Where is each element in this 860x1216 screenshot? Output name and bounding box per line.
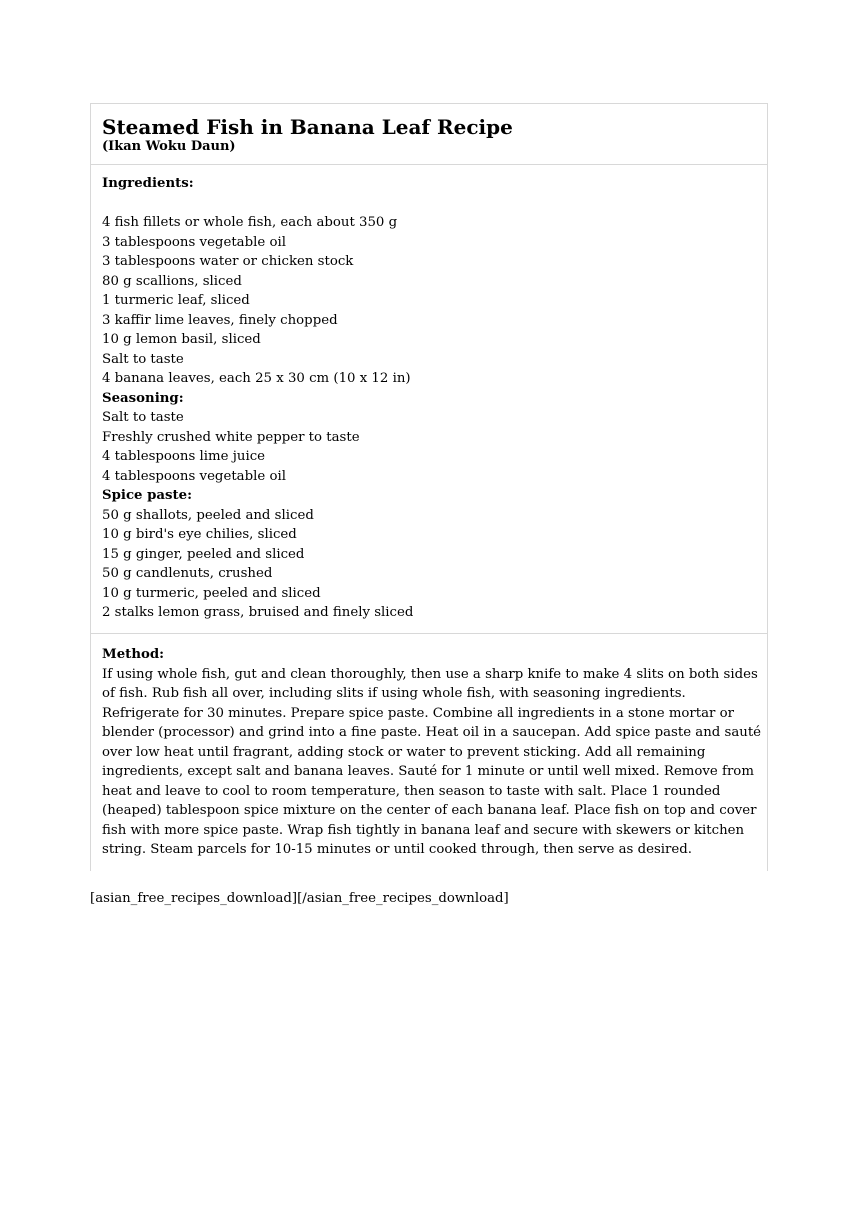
seasoning-item: Freshly crushed white pepper to taste bbox=[102, 429, 360, 445]
method-section bbox=[91, 634, 767, 871]
ingredient-item: 3 kaffir lime leaves, finely chopped bbox=[102, 312, 338, 328]
method-heading: Method: bbox=[102, 647, 165, 662]
ingredient-item: 1 turmeric leaf, sliced bbox=[102, 293, 250, 308]
ingredient-item: 3 tablespoons water or chicken stock bbox=[102, 254, 354, 269]
spacer bbox=[102, 194, 756, 214]
method-line: over low heat until fragrant, adding stock or water to prevent sticking. Add all remaining bbox=[102, 744, 706, 760]
method-line: string. Steam parcels for 10-15 minutes or until cooked through, then serve as desired. bbox=[102, 842, 693, 857]
ingredient-item: 10 g lemon basil, sliced bbox=[102, 332, 261, 347]
method-line: Refrigerate for 30 minutes. Prepare spice paste. Combine all ingredients in a stone mortar or bbox=[102, 705, 735, 721]
ingredients-heading: Ingredients: bbox=[102, 176, 194, 191]
seasoning-heading: Seasoning: bbox=[102, 390, 184, 406]
ingredients-section bbox=[91, 165, 767, 634]
seasoning-item: 4 tablespoons lime juice bbox=[102, 449, 266, 464]
spice-paste-item: 2 stalks lemon grass, bruised and finely sliced bbox=[102, 605, 414, 620]
download-shortcode: [asian_free_recipes_download][/asian_free_recipes_download] bbox=[90, 891, 509, 906]
method-line: of fish. Rub fish all over, including slits if using whole fish, with seasoning ingredients. bbox=[102, 686, 686, 701]
spice-paste-item: 50 g shallots, peeled and sliced bbox=[102, 507, 314, 523]
spice-paste-item: 10 g bird's eye chilies, sliced bbox=[102, 527, 297, 542]
ingredient-item: 4 fish fillets or whole fish, each about 350 g bbox=[102, 215, 398, 230]
recipe-subtitle: (Ikan Woku Daun) bbox=[102, 139, 236, 154]
method-line: (heaped) tablespoon spice mixture on the center of each banana leaf. Place fish on top and cover bbox=[102, 803, 757, 818]
spice-paste-item: 50 g candlenuts, crushed bbox=[102, 566, 273, 581]
seasoning-item: Salt to taste bbox=[102, 410, 184, 425]
recipe-card bbox=[90, 103, 768, 871]
method-line: heat and leave to cool to room temperature, then season to taste with salt. Place 1 rounded bbox=[102, 783, 721, 799]
seasoning-item: 4 tablespoons vegetable oil bbox=[102, 468, 286, 484]
ingredient-item: 3 tablespoons vegetable oil bbox=[102, 234, 286, 250]
spice-paste-item: 10 g turmeric, peeled and sliced bbox=[102, 585, 321, 601]
spice-paste-heading: Spice paste: bbox=[102, 488, 193, 503]
method-line: If using whole fish, gut and clean thoroughly, then use a sharp knife to make 4 slits on both sides bbox=[102, 666, 758, 682]
ingredient-item: Salt to taste bbox=[102, 351, 184, 367]
ingredient-item: 80 g scallions, sliced bbox=[102, 273, 242, 289]
ingredient-item: 4 banana leaves, each 25 x 30 cm (10 x 12 in) bbox=[102, 371, 411, 386]
method-line: ingredients, except salt and banana leaves. Sauté for 1 minute or until well mixed. Remove from bbox=[102, 764, 754, 779]
recipe-header bbox=[91, 104, 767, 165]
spice-paste-item: 15 g ginger, peeled and sliced bbox=[102, 546, 305, 562]
recipe-title: Steamed Fish in Banana Leaf Recipe bbox=[102, 115, 513, 139]
method-line: fish with more spice paste. Wrap fish tightly in banana leaf and secure with skewers or kitchen bbox=[102, 822, 745, 838]
method-line: blender (processor) and grind into a fine paste. Heat oil in a saucepan. Add spice paste and sauté bbox=[102, 725, 762, 740]
